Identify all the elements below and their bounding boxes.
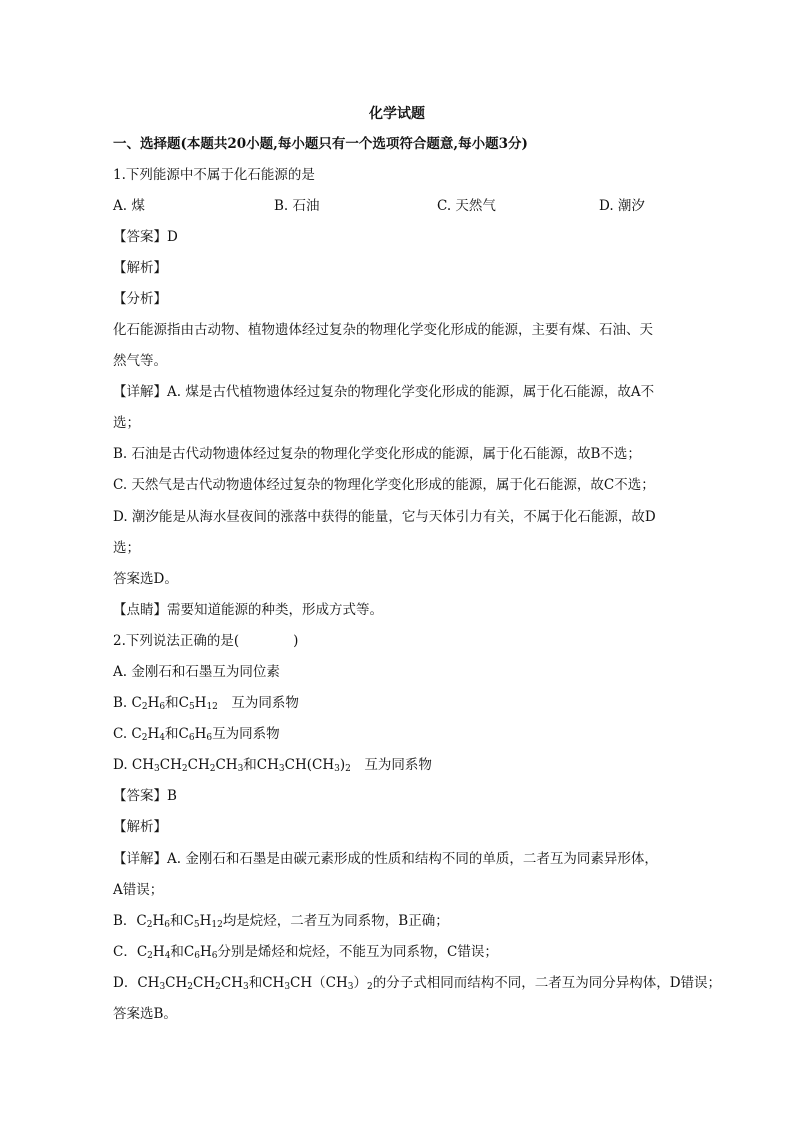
q2-option-a: A. 金刚石和石墨互为同位素 xyxy=(113,664,280,680)
q2-detail-d: D．$CH_3CH_2CH_2CH_3$和$CH_3CH(CH_3)_2$的分子式相同而结构不同，二者互为同分异构体，D错误； xyxy=(113,975,722,992)
q2-answer: 【答案】B xyxy=(113,788,177,804)
q1-conclusion: 答案选D。 xyxy=(113,571,178,587)
q1-fenxi-label: 【分析】 xyxy=(113,291,167,307)
q1-analysis-line2: 然气等。 xyxy=(113,353,167,369)
q2-option-c: C. $C_2H_4$和$C_6H_6$互为同系物 xyxy=(113,726,280,743)
q1-analysis-line1: 化石能源指由古动物、植物遗体经过复杂的物理化学变化形成的能源，主要有煤、石油、天 xyxy=(113,322,653,338)
q1-detail-c: C. 天然气是古代动物遗体经过复杂的物理化学变化形成的能源，属于化石能源，故C不选； xyxy=(113,477,655,493)
q1-option-a: A. 煤 xyxy=(113,198,145,214)
page-title: 化学试题 xyxy=(369,106,425,122)
q1-detail-a-line1: 【详解】A. 煤是古代植物遗体经过复杂的物理化学变化形成的能源，属于化石能源，故A不 xyxy=(113,384,655,400)
q2-stem: 2.下列说法正确的是( ) xyxy=(113,633,299,649)
q2-detail-b: B．$C_2H_6$和$C_5H_{12}$均是烷烃，二者互为同系物，B正确； xyxy=(113,913,449,930)
q2-detail-c: C．$C_2H_4$和$C_6H_6$分别是烯烃和烷烃，不能互为同系物，C错误； xyxy=(113,944,498,961)
q1-answer: 【答案】D xyxy=(113,229,178,245)
q1-option-c: C. 天然气 xyxy=(437,198,496,214)
q2-option-d: D. $CH_3CH_2CH_2CH_3$和$CH_3CH(CH_3)_2$ 互为同系物 xyxy=(113,757,432,774)
q1-detail-b: B. 石油是古代动物遗体经过复杂的物理化学变化形成的能源，属于化石能源，故B不选； xyxy=(113,446,641,462)
q1-jiexi-label: 【解析】 xyxy=(113,260,167,276)
q2-detail-a-line1: 【详解】A. 金刚石和石墨是由碳元素形成的性质和结构不同的单质，二者互为同素异形体， xyxy=(113,851,658,867)
q1-detail-d-line1: D. 潮汐能是从海水昼夜间的涨落中获得的能量，它与天体引力有关，不属于化石能源，故D xyxy=(113,509,656,525)
q1-detail-a-line2: 选； xyxy=(113,415,140,431)
q1-option-d: D. 潮汐 xyxy=(599,198,645,214)
q2-detail-a-line2: A错误； xyxy=(113,882,164,898)
q1-stem: 1.下列能源中不属于化石能源的是 xyxy=(113,167,315,183)
q1-option-b: B. 石油 xyxy=(274,198,320,214)
q2-conclusion: 答案选B。 xyxy=(113,1006,177,1022)
section-heading: 一、选择题(本题共20小题,每小题只有一个选项符合题意,每小题3分) xyxy=(113,136,528,152)
q2-option-b: B. $C_2H_6$和$C_5H_{12}$ 互为同系物 xyxy=(113,695,299,712)
q1-detail-d-line2: 选； xyxy=(113,540,140,556)
q1-note: 【点睛】需要知道能源的种类，形成方式等。 xyxy=(113,602,383,618)
q2-jiexi-label: 【解析】 xyxy=(113,819,167,835)
